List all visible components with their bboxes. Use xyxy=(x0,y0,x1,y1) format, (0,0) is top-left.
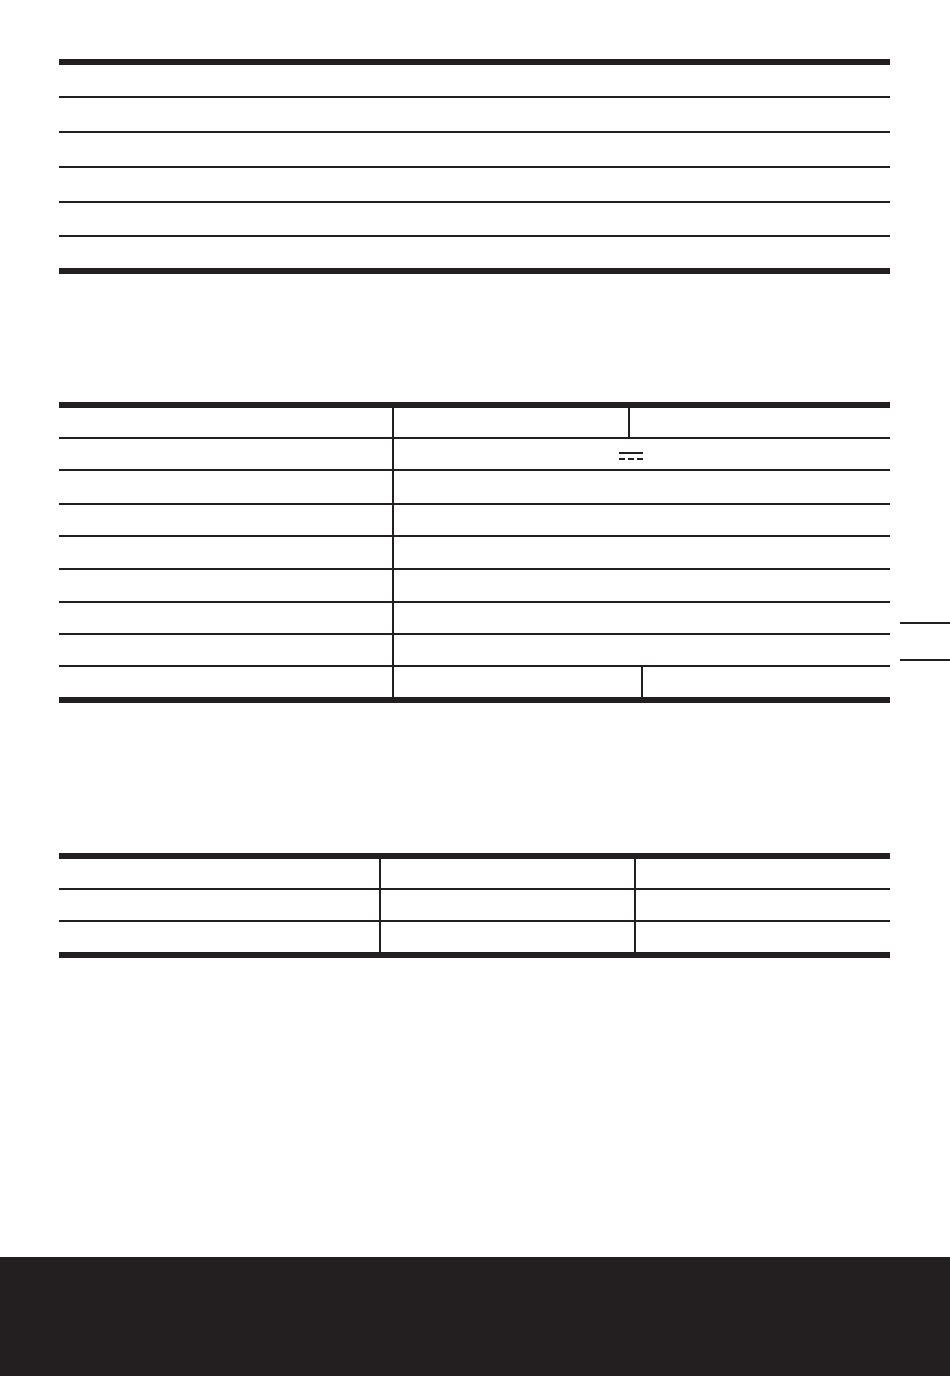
table-row-divider xyxy=(59,568,890,570)
table-bottom-rule xyxy=(59,268,890,274)
table-row-divider xyxy=(59,201,890,203)
table-bottom-rule xyxy=(59,697,890,703)
column-divider xyxy=(392,408,394,697)
table-top-rule xyxy=(59,402,890,408)
column-divider xyxy=(634,859,636,952)
table-row-divider xyxy=(59,131,890,133)
table-row-divider xyxy=(59,601,890,603)
table-row-divider xyxy=(59,235,890,237)
side-tab-top-line xyxy=(900,622,950,624)
table-row-divider xyxy=(59,633,890,635)
table-row-divider xyxy=(59,469,890,471)
side-tab-bottom-line xyxy=(900,659,950,661)
table-row-divider xyxy=(59,96,890,98)
table-bottom-rule xyxy=(59,952,890,958)
table-top-rule xyxy=(59,59,890,65)
table-row-divider xyxy=(59,437,890,439)
direct-current-icon xyxy=(619,451,643,461)
footer-band xyxy=(0,1257,950,1376)
table-row-divider xyxy=(59,888,890,890)
table-row-divider xyxy=(59,920,890,922)
table-row-divider xyxy=(59,166,890,168)
table-row-divider xyxy=(59,665,890,667)
column-divider xyxy=(379,859,381,952)
table-row-divider xyxy=(59,503,890,505)
column-divider xyxy=(641,667,643,697)
column-divider xyxy=(628,408,630,437)
table-top-rule xyxy=(59,853,890,859)
table-row-divider xyxy=(59,535,890,537)
